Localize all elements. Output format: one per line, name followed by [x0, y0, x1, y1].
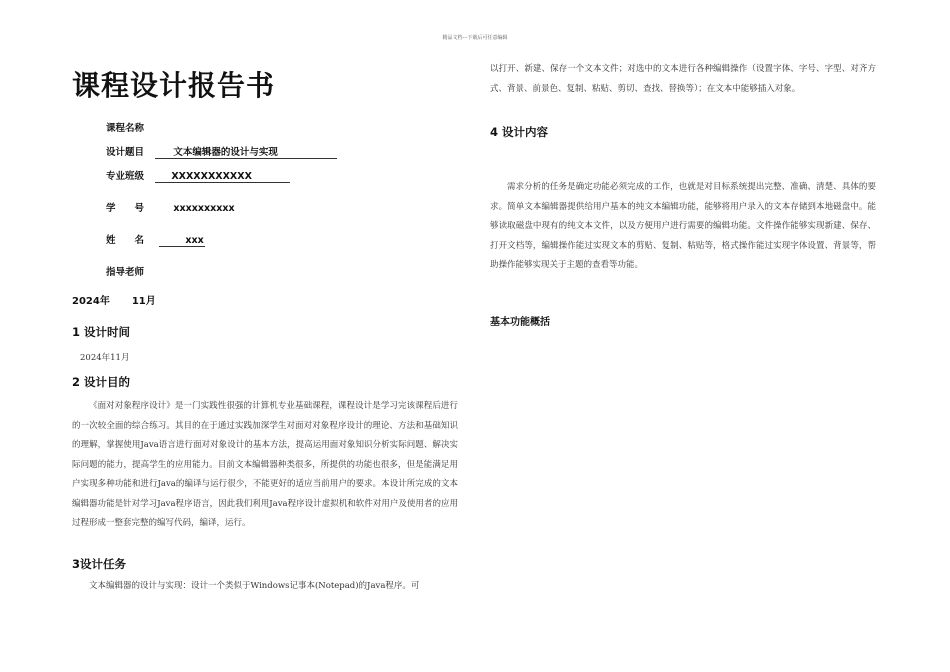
advisor-row [106, 264, 144, 278]
report-date [72, 292, 178, 307]
class-label: 专业班级 [106, 171, 145, 182]
section-4-paragraph: 需求分析的任务是确定功能必须完成的工作，也就是对目标系统提出完整、准确、清楚、具体的要求。简单文本编辑器提供给用户基本的纯文本编辑功能，能够将用户录入的文本存储到本地磁盘中。能够读取磁盘中现有的纯文本文件，以及方便用户进行需要的编辑功能。文件操作能够实现新建、保存、打开文档等，编辑操作能过实现文本的剪贴、复制、粘贴等，格式操作能过实现字体设置、背景等，帮助操作能够实现关于主题的查看等功能。 [490, 182, 876, 270]
student-name-row [106, 232, 205, 247]
report-title: 课程设计报告书 [72, 69, 276, 102]
student-id-value: xxxxxxxxxx [173, 203, 235, 214]
class-value: XXXXXXXXXXX [155, 171, 290, 183]
section-3-heading: 3设计任务 [72, 557, 127, 571]
page-header: 精品文档---下载后可任意编辑 [442, 35, 508, 41]
design-topic-label: 设计题目 [106, 147, 145, 158]
design-topic-row [106, 144, 337, 159]
course-name-row [106, 120, 144, 134]
advisor-label: 指导老师 [106, 267, 145, 278]
section-1-heading: 1 设计时间 [72, 325, 131, 339]
course-name-label: 课程名称 [106, 123, 145, 134]
student-name-value: xxx [159, 235, 205, 247]
student-name-label: 姓 名 [106, 235, 145, 246]
section-2-heading: 2 设计目的 [72, 375, 131, 389]
report-date-year: 2024年 [72, 296, 110, 307]
section-4-heading: 4 设计内容 [490, 125, 549, 139]
section-2-paragraph: 《面对对象程序设计》是一门实践性很强的计算机专业基础课程，课程设计是学习完该课程后进行的一次较全面的综合练习。其目的在于通过实践加深学生对面对对象程序设计的理论、方法和基础知识的理解，掌握使用Java语言进行面对对象设计的基本方法，提高运用面对象知识分析实际问题、解决实际问题的能力，提高学生的应用能力。目前文本编辑器种类很多，所提供的功能也很多，但是能满足用户实现多种功能和进行Java的编译与运行很少，不能更好的适应当前用户的要求。本设计所完成的文本编辑器功能是针对学习Java程序语言，因此我们利用Java程序设计虚拟机和软件对用户及使用者的应用过程形成一整套完整的编写代码，编译，运行。 [72, 401, 458, 528]
basic-functions-subheading: 基本功能概括 [490, 317, 550, 328]
student-id-row [106, 200, 267, 214]
class-row [106, 168, 290, 183]
section-3-paragraph-right: 以打开、新建、保存一个文本文件；对选中的文本进行各种编辑操作（设置字体、字号、字型、对齐方式、背景、前景色、复制、粘贴、剪切、查找、替换等）；在文本中能够插入对象。 [490, 64, 876, 94]
report-date-month: 11月 [131, 296, 156, 307]
section-1-text: 2024年11月 [80, 353, 130, 363]
section-3-paragraph-left: 文本编辑器的设计与实现：设计一个类似于Windows记事本(Notepad)的Java程序。可 [89, 581, 420, 591]
design-topic-value: 文本编辑器的设计与实现 [155, 144, 337, 159]
student-id-label: 学 号 [106, 203, 145, 214]
